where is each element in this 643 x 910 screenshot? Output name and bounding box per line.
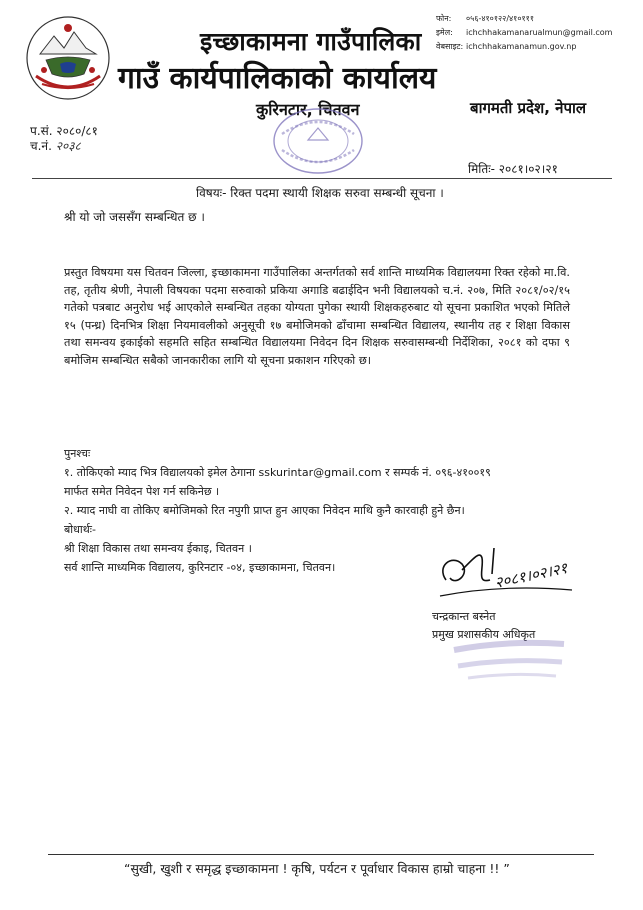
salutation: श्री यो जो जससँग सम्बन्धित छ । <box>64 210 205 224</box>
letter-date: मितिः- २०८१।०२।२१ <box>468 162 558 176</box>
postscript-item-2: २. म्याद नाघी वा तोकिए बमोजिमको रित नपुगी प्राप्त हुन आएका निवेदन माथि कुनै कारवाही हुने छैन। <box>64 504 465 517</box>
postscript-item-1-phone: र सम्पर्क नं. ०९६-४१००१९ <box>381 466 491 479</box>
postscript-label: पुनश्चः <box>64 447 91 460</box>
school-email: sskurintar@gmail.com <box>258 466 382 479</box>
ch-label: च.नं. <box>30 139 52 153</box>
notice-body: प्रस्तुत विषयमा यस चितवन जिल्ला, इच्छाकामना गाउँपालिका अन्तर्गतको सर्व शान्ति माध्यमिक विद्यालयमा रिक्त रहेको मा.वि. तह, तृतीय श्रेणी, नेपाली विषयका पदमा सरुवाको प्रकिया अगाडि बढाईदिन भनी विद्यालयको च.नं. २०७, मिति २०८१/०२/१५ गतेको पत्रबाट अनुरोध भई आएकोले सम्बन्धित तहका योग्यता पुगेका स्थायी शिक्षकहरुबाट यो सूचना प्रकाशित भएको मितिले १५ (पन्ध्र) दिनभित्र शिक्षा नियमावलीको अनुसूची १७ बमोजिमको ढाँचामा सम्बन्धित विद्यालय, स्थानीय तह र शिक्षा विकास तथा समन्वय इकाईको सहमति सहित सम्बन्धित विद्यालयमा निवेदन दिन शिक्षक सरुवासम्बन्धी निर्देशिका, २०८१ को दफा ९ बमोजिम सम्बन्धित सबैको जानकारीका लागि यो सूचना प्रकाशन गरिएको छ। <box>64 266 570 367</box>
province-name: बागमती प्रदेश, नेपाल <box>470 99 587 117</box>
cc-recipient-1: श्री शिक्षा विकास तथा समन्वय ईकाइ, चितवन । <box>64 542 252 555</box>
name-stamp-icon <box>448 632 570 684</box>
nepal-emblem-icon <box>24 14 112 102</box>
footer-motto: “सुखी, खुशी र समृद्ध इच्छाकामना ! कृषि, पर्यटन र पूर्वाधार विकास हाम्रो चाहना !! ” <box>124 861 510 876</box>
ps-reference: प.सं. २०८०/८१ <box>30 124 98 138</box>
subject-line: विषयः- रिक्त पदमा स्थायी शिक्षक सरुवा सम्बन्धी सूचना । <box>196 186 444 200</box>
ch-handwritten-number: २०३८ <box>55 139 81 153</box>
phone-number: ०५६-४१०१२२/४१०१११ <box>466 14 534 23</box>
reference-numbers <box>30 124 98 154</box>
signatory-name: चन्द्रकान्त बस्नेत <box>432 610 496 623</box>
email-label: इमेल: <box>436 28 453 37</box>
contact-block <box>436 12 612 54</box>
postscript-item-1-cont: मार्फत समेत निवेदन पेश गर्न सकिनेछ । <box>64 485 220 498</box>
ch-reference <box>30 139 98 154</box>
website-label: वेबसाइट: <box>436 42 464 51</box>
handwritten-signature-icon <box>432 540 582 610</box>
office-address: कुरिनटार, चितवन <box>256 100 360 119</box>
postscript-item-1-text: १. तोकिएको म्याद भित्र विद्यालयको इमेल ठेगाना <box>64 466 259 479</box>
office-email: ichchhakamanarualmun@gmail.com <box>466 28 613 37</box>
office-name: गाउँ कार्यपालिकाको कार्यालय <box>118 61 437 96</box>
office-website: ichchhakamanamun.gov.np <box>466 42 577 51</box>
cc-label: बोधार्थः- <box>64 523 96 536</box>
municipality-name: इच्छाकामना गाउँपालिका <box>200 27 422 56</box>
footer-divider <box>48 854 594 855</box>
signatory-title: प्रमुख प्रशासकीय अधिकृत <box>432 628 536 641</box>
cc-recipient-2: सर्व शान्ति माध्यमिक विद्यालय, कुरिनटार -०४, इच्छाकामना, चितवन। <box>64 561 336 574</box>
postscript-item-1 <box>64 463 584 482</box>
phone-label: फोन: <box>436 14 452 23</box>
signature-date: २०८१।०२।२१ <box>493 558 570 592</box>
top-divider <box>32 178 612 179</box>
office-seal-stamp-icon <box>270 104 366 178</box>
